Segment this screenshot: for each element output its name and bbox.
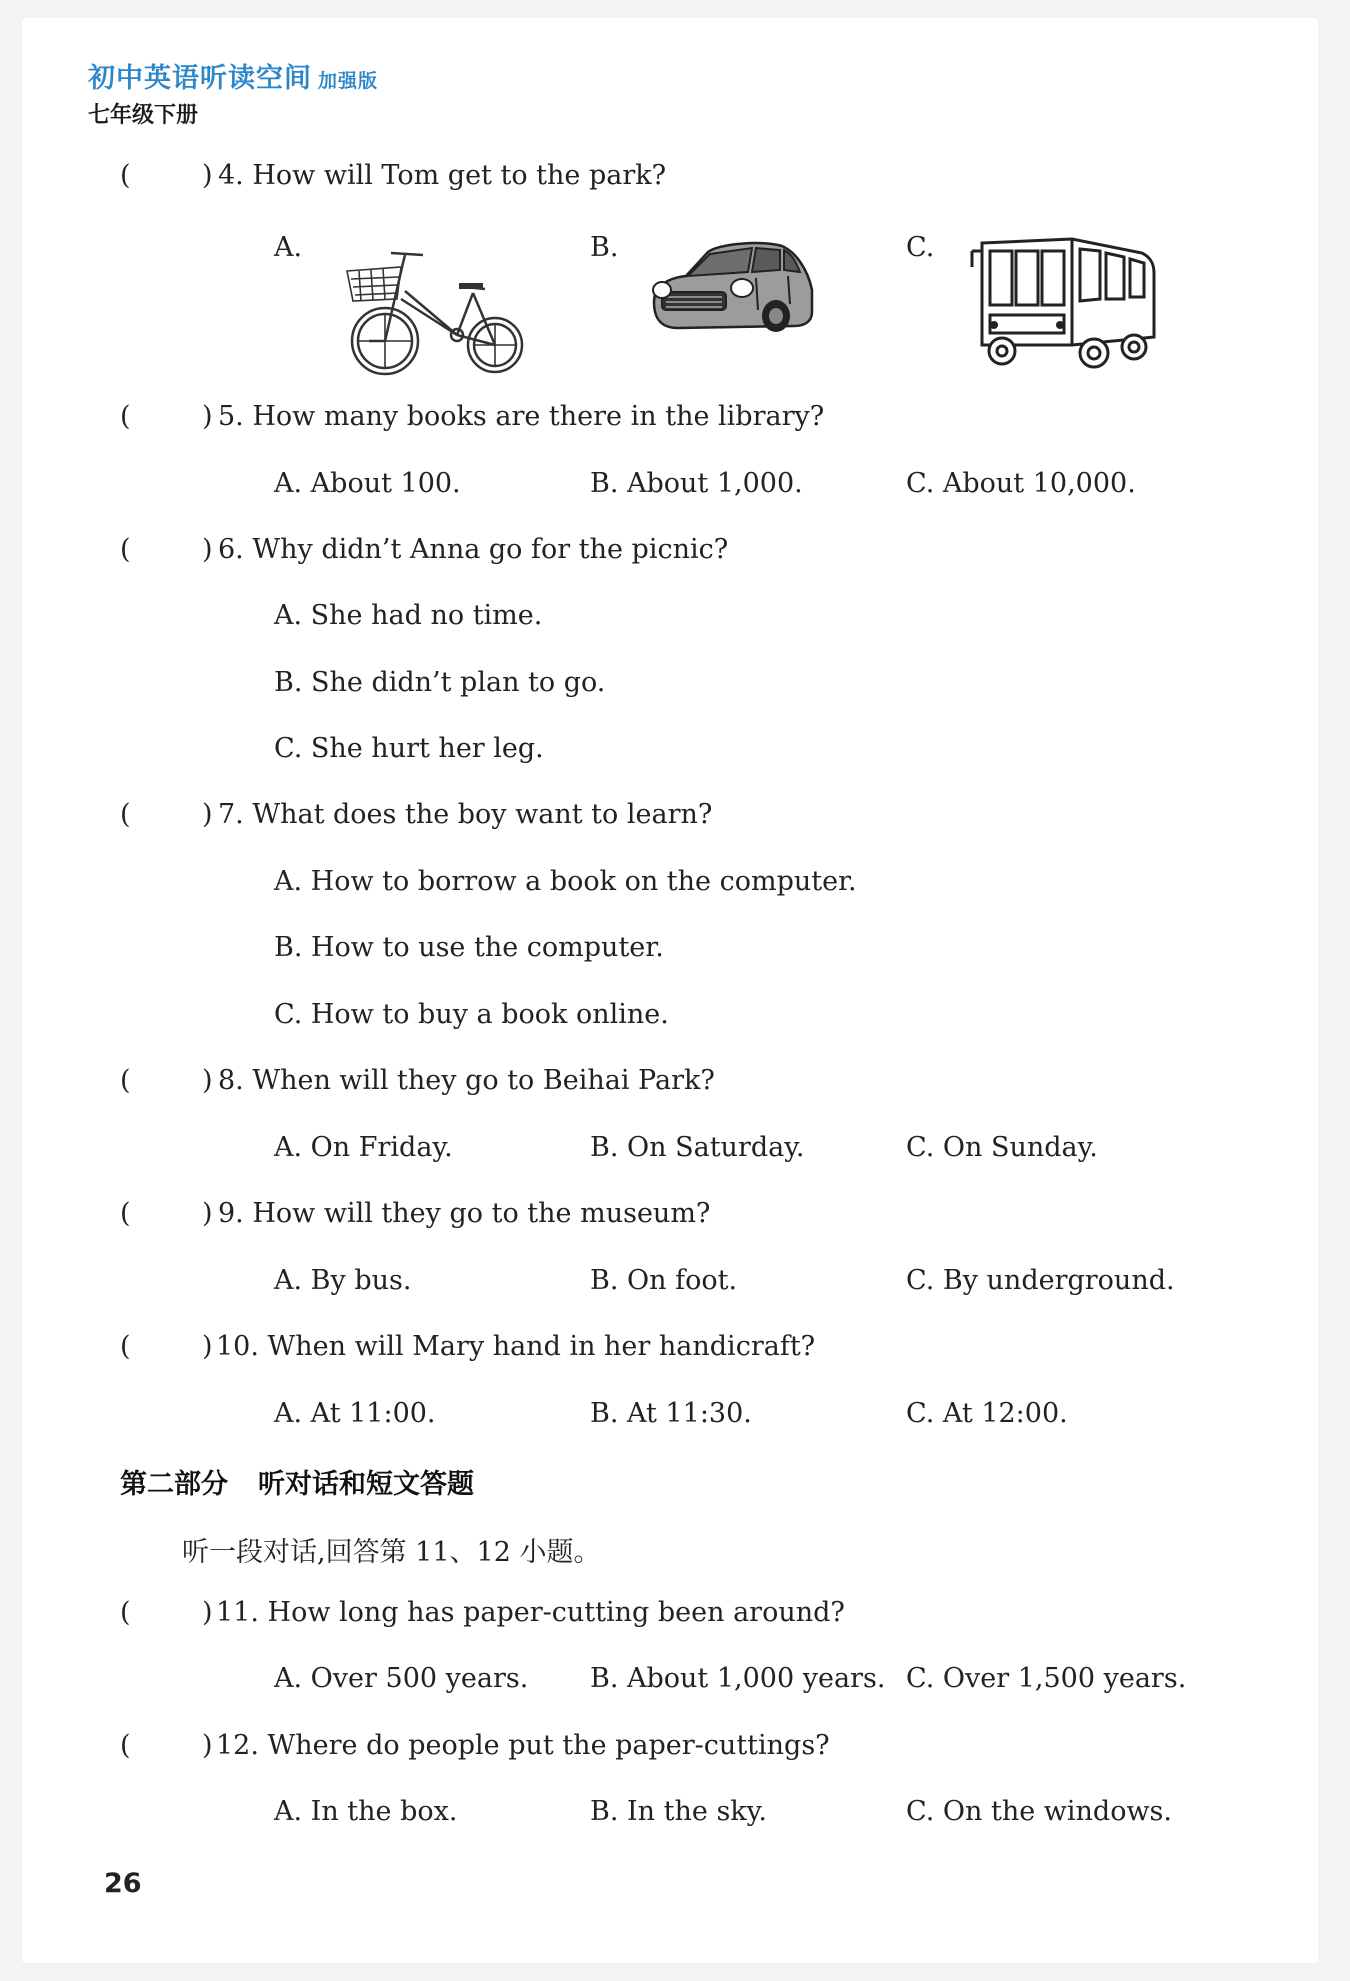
question-text: 9. How will they go to the museum?	[218, 1198, 711, 1229]
section-number: 第二部分	[120, 1469, 228, 1500]
answer-paren-left: (	[120, 1065, 131, 1096]
option-a: A. In the box.	[274, 1796, 458, 1827]
book-title-text: 初中英语听读空间	[88, 63, 312, 94]
book-title	[88, 56, 378, 95]
option-b-label: B.	[590, 232, 619, 263]
page-number: 26	[104, 1868, 142, 1899]
answer-paren-right: )	[202, 1198, 213, 1229]
option-c: C. Over 1,500 years.	[906, 1663, 1187, 1694]
bicycle-icon	[345, 243, 545, 383]
option-a: A. She had no time.	[274, 600, 543, 631]
option-b: B. At 11:30.	[590, 1398, 752, 1429]
option-a: A. On Friday.	[274, 1132, 453, 1163]
answer-paren-right: )	[202, 534, 213, 565]
question-text: 8. When will they go to Beihai Park?	[218, 1065, 715, 1096]
answer-paren-right: )	[202, 1730, 213, 1761]
question-text: 10. When will Mary hand in her handicraft?	[216, 1331, 816, 1362]
option-b: B. About 1,000.	[590, 468, 803, 499]
answer-paren-right: )	[202, 1331, 213, 1362]
option-c: C. On Sunday.	[906, 1132, 1098, 1163]
option-b: B. On foot.	[590, 1265, 738, 1296]
option-c: C. By underground.	[906, 1265, 1175, 1296]
option-b: B. About 1,000 years.	[590, 1663, 886, 1694]
option-c: C. On the windows.	[906, 1796, 1172, 1827]
answer-paren-right: )	[202, 799, 213, 830]
bus-icon	[962, 233, 1162, 373]
option-a: A. Over 500 years.	[274, 1663, 529, 1694]
question-text: 4. How will Tom get to the park?	[218, 160, 667, 191]
answer-paren-left: (	[120, 401, 131, 432]
option-b: B. In the sky.	[590, 1796, 767, 1827]
question-text: 5. How many books are there in the library?	[218, 401, 825, 432]
answer-paren-left: (	[120, 1730, 131, 1761]
answer-paren-right: )	[202, 160, 213, 191]
answer-paren-right: )	[202, 1597, 213, 1628]
grade-label: 七年级下册	[88, 103, 199, 128]
option-b: B. How to use the computer.	[274, 932, 664, 963]
car-icon	[648, 230, 818, 340]
option-a: A. About 100.	[274, 468, 461, 499]
option-a: A. By bus.	[274, 1265, 412, 1296]
question-text: 6. Why didn’t Anna go for the picnic?	[218, 534, 729, 565]
book-edition: 加强版	[318, 70, 379, 92]
question-text: 11. How long has paper-cutting been around?	[216, 1597, 845, 1628]
answer-paren-left: (	[120, 1331, 131, 1362]
section-subtitle: 听对话和短文答题	[258, 1469, 474, 1500]
section-heading	[120, 1462, 474, 1501]
option-c: C. How to buy a book online.	[274, 999, 669, 1030]
option-c-label: C.	[906, 232, 935, 263]
question-text: 12. Where do people put the paper-cuttings?	[216, 1730, 830, 1761]
answer-paren-left: (	[120, 160, 131, 191]
option-a: A. How to borrow a book on the computer.	[274, 866, 857, 897]
question-text: 7. What does the boy want to learn?	[218, 799, 713, 830]
answer-paren-right: )	[202, 401, 213, 432]
option-b: B. On Saturday.	[590, 1132, 805, 1163]
option-a: A. At 11:00.	[274, 1398, 436, 1429]
answer-paren-left: (	[120, 799, 131, 830]
answer-paren-left: (	[120, 534, 131, 565]
option-b: B. She didn’t plan to go.	[274, 667, 606, 698]
option-c: C. She hurt her leg.	[274, 733, 544, 764]
answer-paren-right: )	[202, 1065, 213, 1096]
option-a-label: A.	[274, 232, 303, 263]
answer-paren-left: (	[120, 1198, 131, 1229]
section-instruction: 听一段对话,回答第 11、12 小题。	[182, 1537, 601, 1568]
answer-paren-left: (	[120, 1597, 131, 1628]
option-c: C. About 10,000.	[906, 468, 1136, 499]
option-c: C. At 12:00.	[906, 1398, 1068, 1429]
